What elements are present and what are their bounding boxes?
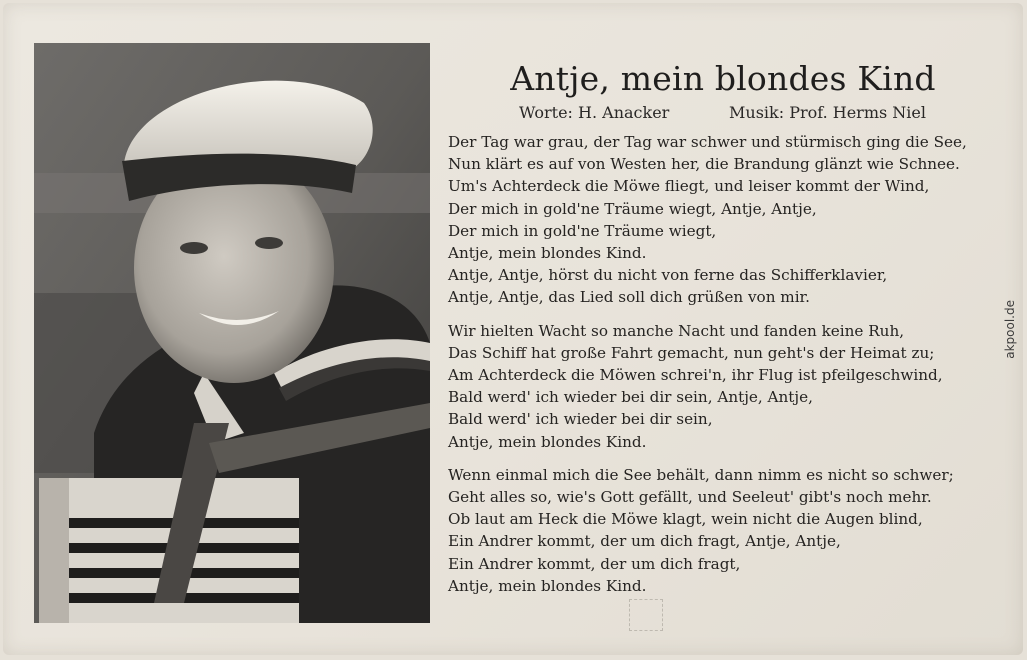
lyric-line: Ein Andrer kommt, der um dich fragt, Antje, Antje, — [448, 532, 841, 551]
lyric-line: Um's Achterdeck die Möwe fliegt, und leiser kommt der Wind, — [448, 177, 930, 196]
lyric-line: Geht alles so, wie's Gott gefällt, und Seeleut' gibt's noch mehr. — [448, 488, 932, 507]
lyric-line: Der mich in gold'ne Träume wiegt, — [448, 221, 717, 240]
lyric-line: Am Achterdeck die Möwen schrei'n, ihr Flug ist pfeilgeschwind, — [448, 366, 943, 385]
lyric-line: Wir hielten Wacht so manche Nacht und fanden keine Ruh, — [448, 321, 905, 340]
lyric-line: Antje, mein blondes Kind. — [448, 576, 647, 595]
watermark: akpool.de — [1003, 300, 1017, 359]
song-title: Antje, mein blondes Kind — [510, 59, 936, 98]
lyric-line: Nun klärt es auf von Westen her, die Brandung glänzt wie Schnee. — [448, 155, 960, 174]
lyric-line: Bald werd' ich wieder bei dir sein, Antje, Antje, — [448, 388, 813, 407]
lyric-line: Ob laut am Heck die Möwe klagt, wein nicht die Augen blind, — [448, 510, 923, 529]
lyric-line: Antje, mein blondes Kind. — [448, 244, 647, 263]
sailor-with-accordion-illustration — [34, 43, 430, 623]
lyric-line: Bald werd' ich wieder bei dir sein, — [448, 410, 713, 429]
stanza-3 — [448, 464, 1023, 597]
lyric-line: Wenn einmal mich die See behält, dann nimm es nicht so schwer; — [448, 465, 954, 484]
lyric-line: Antje, mein blondes Kind. — [448, 432, 647, 451]
composer-credit: Musik: Prof. Herms Niel — [729, 103, 926, 122]
song-credits — [519, 103, 926, 122]
lyric-line: Das Schiff hat große Fahrt gemacht, nun geht's der Heimat zu; — [448, 343, 935, 362]
postcard — [3, 3, 1023, 655]
stanza-2 — [448, 320, 1023, 453]
lyric-line: Antje, Antje, das Lied soll dich grüßen von mir. — [448, 288, 810, 307]
lyricist-credit: Worte: H. Anacker — [519, 103, 670, 122]
lyric-line: Der Tag war grau, der Tag war schwer und stürmisch ging die See, — [448, 133, 967, 151]
lyrics — [448, 131, 1023, 608]
lyric-line: Ein Andrer kommt, der um dich fragt, — [448, 554, 741, 573]
stanza-1 — [448, 131, 1023, 309]
faint-stamp-mark — [629, 599, 663, 631]
lyric-line: Antje, Antje, hörst du nicht von ferne das Schifferklavier, — [448, 266, 888, 285]
lyric-line: Der mich in gold'ne Träume wiegt, Antje, Antje, — [448, 199, 817, 218]
sailor-photo — [34, 43, 430, 623]
